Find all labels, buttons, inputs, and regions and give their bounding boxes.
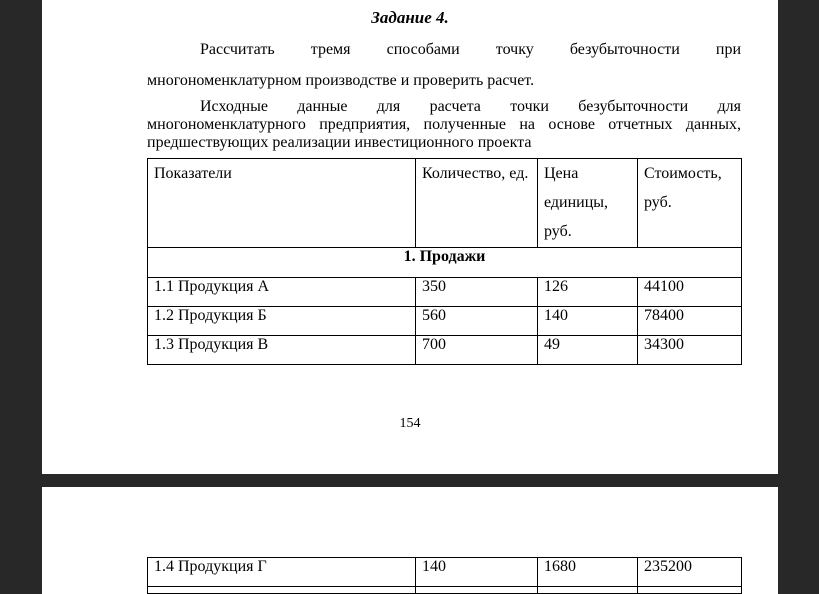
cell-cost: 44100 xyxy=(638,278,742,307)
section-sales: 1. Продажи xyxy=(148,248,742,278)
task-statement-line-1: Рассчитать тремя способами точку безубыточности при xyxy=(200,41,741,58)
table-header-row xyxy=(148,159,742,248)
cell-qty: 350 xyxy=(416,278,538,307)
cell-name: 1.4 Продукция Г xyxy=(148,558,416,587)
cell-cost: 78400 xyxy=(638,307,742,336)
table-section-row xyxy=(148,248,742,278)
source-caption-rest: многономенклатурного предприятия, полученные на основе отчетных данных, предшествующих реализации инвестиционного проекта xyxy=(147,116,741,151)
table-row xyxy=(148,307,742,336)
table-row-partial xyxy=(148,587,742,594)
table-row xyxy=(148,278,742,307)
cell-name: 1.3 Продукция В xyxy=(148,336,416,365)
document-page-1 xyxy=(42,0,778,474)
table-row xyxy=(148,558,742,587)
cell-qty: 560 xyxy=(416,307,538,336)
task-heading: Задание 4. xyxy=(371,8,449,27)
cell-qty: 700 xyxy=(416,336,538,365)
cell-qty: 140 xyxy=(416,558,538,587)
header-indicators: Показатели xyxy=(148,159,416,248)
cell-price: 49 xyxy=(538,336,638,365)
cell-name: 1.2 Продукция Б xyxy=(148,307,416,336)
task-statement-line-2: многономенклатурном производстве и проверить расчет. xyxy=(147,72,535,89)
table-row xyxy=(148,336,742,365)
cell-cost: 34300 xyxy=(638,336,742,365)
source-data-caption xyxy=(147,98,741,152)
task-statement xyxy=(147,40,741,90)
source-data-table-continued xyxy=(147,557,742,594)
cell-price: 140 xyxy=(538,307,638,336)
header-unit-price: Цена единицы, руб. xyxy=(538,159,638,248)
cell-name: 1.1 Продукция А xyxy=(148,278,416,307)
cell-empty xyxy=(148,587,416,594)
cell-price: 126 xyxy=(538,278,638,307)
header-quantity: Количество, ед. xyxy=(416,159,538,248)
cell-empty xyxy=(638,587,742,594)
page-number: 154 xyxy=(399,416,421,431)
cell-cost: 235200 xyxy=(638,558,742,587)
cell-price: 1680 xyxy=(538,558,638,587)
document-page-2 xyxy=(42,487,778,594)
cell-empty xyxy=(416,587,538,594)
source-caption-line-1: Исходные данные для расчета точки безубыточности для xyxy=(200,98,741,115)
source-data-table xyxy=(147,158,742,365)
cell-empty xyxy=(538,587,638,594)
header-cost: Стоимость, руб. xyxy=(638,159,742,248)
